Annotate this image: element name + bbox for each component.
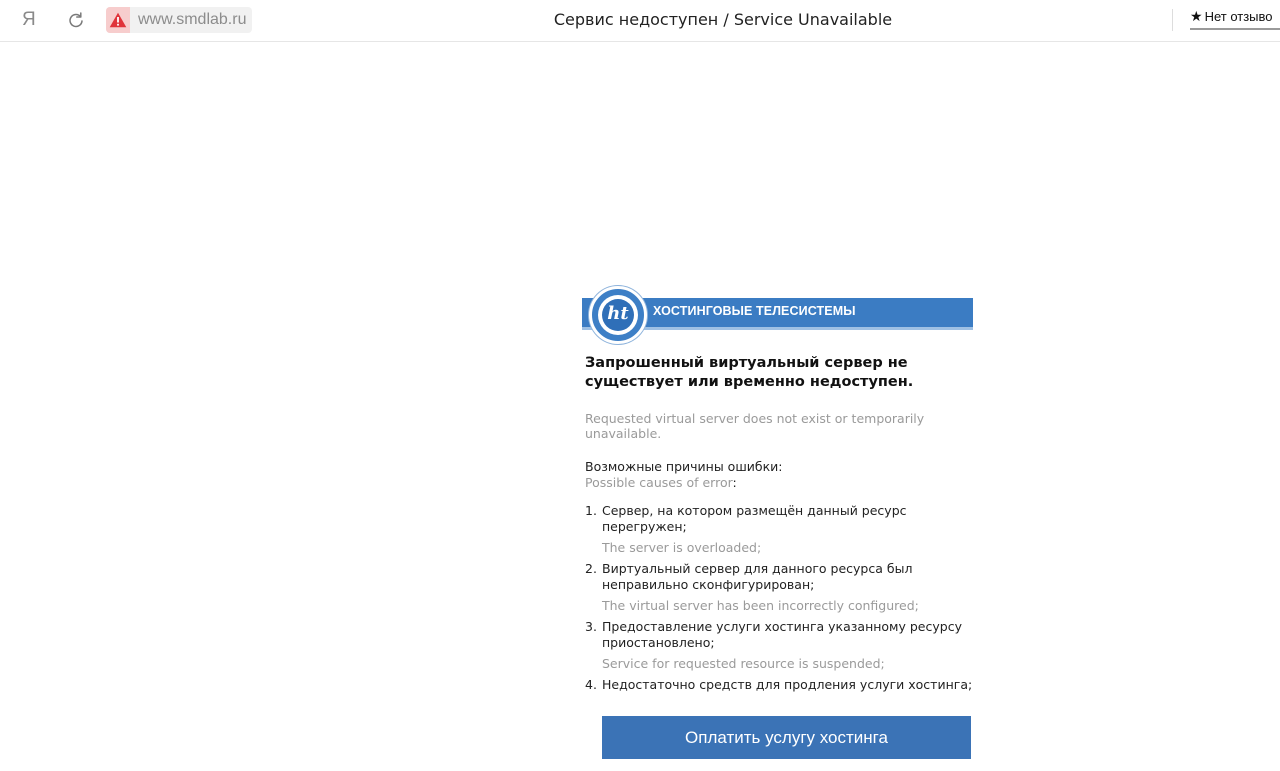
- cause-item: 3. Предоставление услуги хостинга указанному ресурсу приостановлено; Service for requested resource is suspended;: [585, 619, 975, 671]
- cause-text: Виртуальный сервер для данного ресурса был неправильно сконфигурирован;: [602, 561, 913, 592]
- yandex-logo[interactable]: Я: [22, 9, 36, 30]
- causes-title: Возможные причины ошибки:: [585, 459, 783, 474]
- pay-hosting-button[interactable]: Оплатить услугу хостинга: [602, 716, 971, 759]
- cause-text: Недостаточно средств для продления услуги хостинга;: [602, 677, 973, 692]
- page-title: Сервис недоступен / Service Unavailable: [553, 10, 893, 29]
- cause-text-en: The virtual server has been incorrectly configured;: [602, 598, 919, 613]
- error-heading: Запрошенный виртуальный сервер не существует или временно недоступен.: [585, 355, 914, 390]
- error-content: [585, 354, 975, 699]
- reload-icon[interactable]: [66, 10, 86, 30]
- error-heading-en: Requested virtual server does not exist or temporarily unavailable.: [585, 411, 925, 441]
- cause-text-en: Service for requested resource is suspended;: [602, 656, 885, 671]
- cause-item: 1. Сервер, на котором размещён данный ресурс перегружен; The server is overloaded;: [585, 503, 975, 555]
- reviews-label: Нет отзыво: [1204, 9, 1273, 24]
- reviews-button[interactable]: [1190, 6, 1280, 30]
- cause-item: 4. Недостаточно средств для продления услуги хостинга;: [585, 677, 973, 692]
- address-bar[interactable]: [106, 7, 252, 33]
- banner-text: ХОСТИНГОВЫЕ ТЕЛЕСИСТЕМЫ: [653, 304, 856, 318]
- cause-text-en: The server is overloaded;: [602, 540, 762, 555]
- logo-letters: ht: [602, 299, 634, 331]
- cause-text: Предоставление услуги хостинга указанному ресурсу приостановлено;: [602, 619, 962, 650]
- causes-title-en: Possible causes of error:: [585, 475, 737, 490]
- browser-topbar: [0, 0, 1280, 42]
- insecure-warning-icon[interactable]: [106, 7, 130, 33]
- cause-text: Сервер, на котором размещён данный ресурс перегружен;: [602, 503, 907, 534]
- causes-list: [585, 503, 975, 693]
- hosting-logo: [589, 286, 647, 344]
- toolbar-divider: [1172, 9, 1173, 31]
- star-icon: ★: [1190, 8, 1203, 24]
- cause-item: 2. Виртуальный сервер для данного ресурса был неправильно сконфигурирован; The virtual server has been incorrectly configured;: [585, 561, 975, 613]
- url-text: www.smdlab.ru: [138, 11, 247, 28]
